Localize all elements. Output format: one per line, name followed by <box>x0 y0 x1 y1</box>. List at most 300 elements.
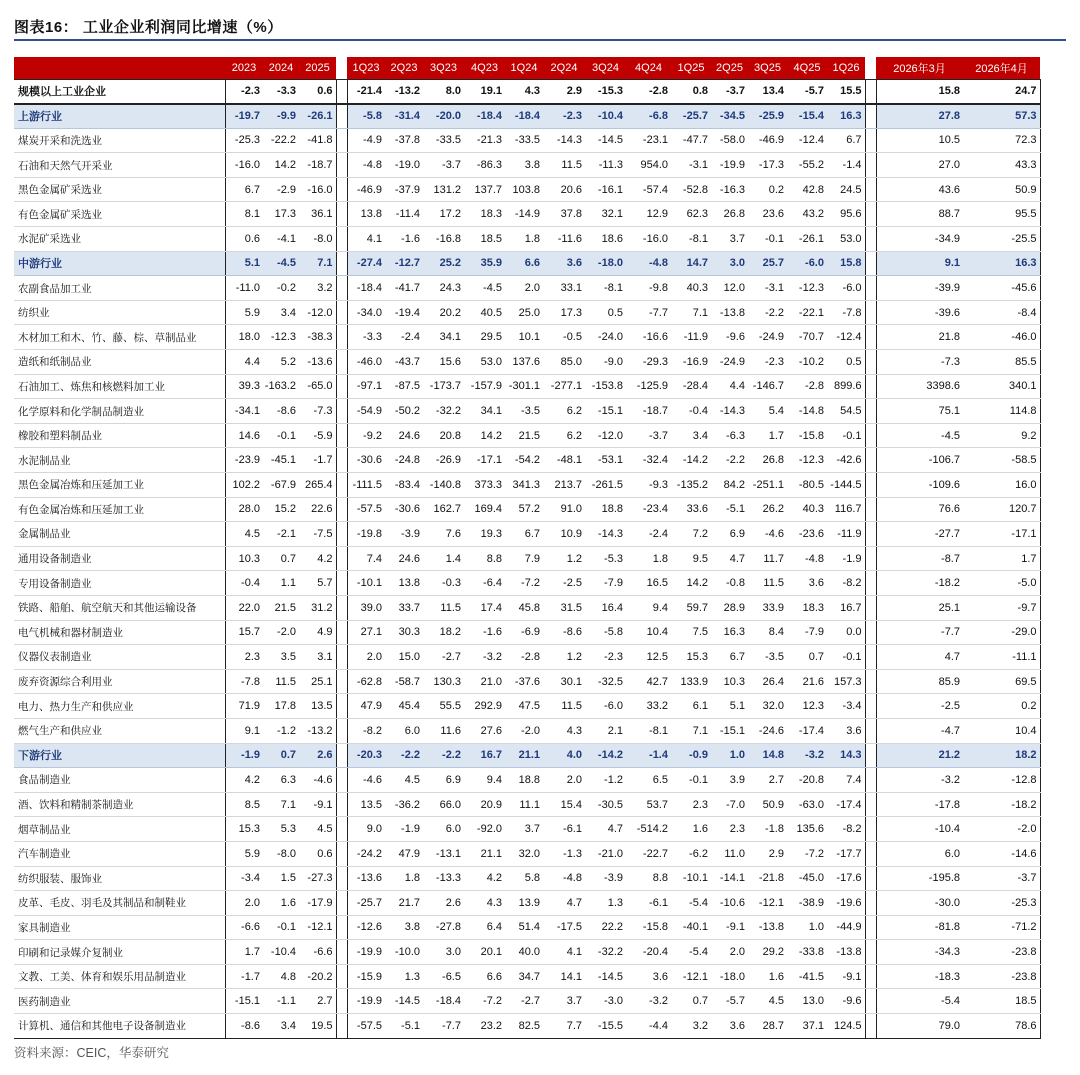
year-value-cell: -3.4 <box>225 866 263 891</box>
year-value-cell: 6.3 <box>263 768 299 793</box>
quarter-value-cell: 0.7 <box>671 989 711 1014</box>
quarter-value-cell: -3.1 <box>748 276 787 301</box>
gap-cell <box>865 104 876 129</box>
month-value-cell: -18.2 <box>876 571 963 596</box>
month-value-cell: -58.5 <box>963 448 1040 473</box>
quarter-value-cell: -17.4 <box>787 718 827 743</box>
quarter-value-cell: 1.3 <box>585 891 626 916</box>
gap-cell <box>336 964 347 989</box>
month-value-cell: 88.7 <box>876 202 963 227</box>
quarter-value-cell: 2.0 <box>347 645 385 670</box>
gap-cell <box>336 325 347 350</box>
year-value-cell: 21.5 <box>263 595 299 620</box>
quarter-value-cell: 6.7 <box>711 645 748 670</box>
quarter-value-cell: 2.3 <box>711 817 748 842</box>
year-header: 2024 <box>263 57 299 79</box>
quarter-value-cell: 9.4 <box>626 595 671 620</box>
year-value-cell: 1.7 <box>225 940 263 965</box>
quarter-value-cell: -3.2 <box>626 989 671 1014</box>
year-value-cell: -1.9 <box>225 743 263 768</box>
gap-cell <box>865 743 876 768</box>
quarter-value-cell: -2.8 <box>505 645 543 670</box>
quarter-value-cell: 3.0 <box>711 251 748 276</box>
quarter-value-cell: 9.0 <box>347 817 385 842</box>
month-value-cell: 120.7 <box>963 497 1040 522</box>
quarter-value-cell: -153.8 <box>585 374 626 399</box>
quarter-value-cell: -3.3 <box>347 325 385 350</box>
quarter-value-cell: -2.2 <box>423 743 464 768</box>
month-value-cell: -2.0 <box>963 817 1040 842</box>
quarter-value-cell: -37.6 <box>505 669 543 694</box>
quarter-value-cell: 43.2 <box>787 202 827 227</box>
quarter-value-cell: 6.0 <box>423 817 464 842</box>
quarter-value-cell: -50.2 <box>385 399 423 424</box>
quarter-value-cell: 23.2 <box>464 1014 505 1039</box>
quarter-value-cell: 7.4 <box>827 768 865 793</box>
quarter-value-cell: 15.6 <box>423 350 464 375</box>
quarter-value-cell: -4.9 <box>347 128 385 153</box>
month-value-cell: -39.6 <box>876 300 963 325</box>
month-value-cell: 85.9 <box>876 669 963 694</box>
quarter-value-cell: -4.6 <box>347 768 385 793</box>
quarter-value-cell: 18.3 <box>464 202 505 227</box>
quarter-value-cell: -6.2 <box>671 841 711 866</box>
industry-label: 皮革、毛皮、羽毛及其制品和制鞋业 <box>14 891 225 916</box>
quarter-value-cell: 34.1 <box>464 399 505 424</box>
quarter-value-cell: 34.1 <box>423 325 464 350</box>
month-value-cell: -81.8 <box>876 915 963 940</box>
table-row <box>14 153 1040 178</box>
industry-label: 电力、热力生产和供应业 <box>14 694 225 719</box>
year-value-cell: -12.3 <box>263 325 299 350</box>
quarter-value-cell: 137.7 <box>464 177 505 202</box>
quarter-value-cell: -7.7 <box>423 1014 464 1039</box>
year-value-cell: -38.3 <box>299 325 336 350</box>
quarter-value-cell: 17.3 <box>543 300 585 325</box>
quarter-value-cell: 7.7 <box>543 1014 585 1039</box>
quarter-value-cell: -26.9 <box>423 448 464 473</box>
quarter-value-cell: -92.0 <box>464 817 505 842</box>
quarter-value-cell: 14.3 <box>827 743 865 768</box>
quarter-value-cell: 14.8 <box>748 743 787 768</box>
quarter-value-cell: 95.6 <box>827 202 865 227</box>
quarter-value-cell: 6.7 <box>505 522 543 547</box>
quarter-value-cell: -34.0 <box>347 300 385 325</box>
quarter-value-cell: -3.7 <box>711 79 748 104</box>
year-value-cell: 10.3 <box>225 546 263 571</box>
quarter-value-cell: -30.6 <box>385 497 423 522</box>
month-value-cell: -10.4 <box>876 817 963 842</box>
gap-cell <box>336 595 347 620</box>
quarter-value-cell: 954.0 <box>626 153 671 178</box>
quarter-value-cell: 0.8 <box>671 79 711 104</box>
industry-label: 黑色金属冶炼和压延加工业 <box>14 473 225 498</box>
quarter-value-cell: 2.1 <box>585 718 626 743</box>
table-row <box>14 177 1040 202</box>
quarter-value-cell: -8.1 <box>671 227 711 252</box>
quarter-value-cell: 26.8 <box>748 448 787 473</box>
quarter-value-cell: 20.1 <box>464 940 505 965</box>
quarter-value-cell: -125.9 <box>626 374 671 399</box>
month-value-cell: -4.5 <box>876 423 963 448</box>
quarter-value-cell: 7.9 <box>505 546 543 571</box>
month-header: 2026年4月 <box>963 57 1040 79</box>
quarter-value-cell: 47.9 <box>347 694 385 719</box>
quarter-value-cell: -8.2 <box>827 817 865 842</box>
quarter-value-cell: -2.5 <box>543 571 585 596</box>
quarter-value-cell: -1.3 <box>543 841 585 866</box>
quarter-value-cell: 19.3 <box>464 522 505 547</box>
quarter-value-cell: -135.2 <box>671 473 711 498</box>
quarter-value-cell: -29.3 <box>626 350 671 375</box>
gap-cell <box>336 522 347 547</box>
month-value-cell: -5.4 <box>876 989 963 1014</box>
gap-cell <box>336 645 347 670</box>
quarter-value-cell: 20.9 <box>464 792 505 817</box>
quarter-value-cell: -36.2 <box>385 792 423 817</box>
gap-cell <box>336 177 347 202</box>
quarter-value-cell: -18.4 <box>347 276 385 301</box>
month-value-cell: -30.0 <box>876 891 963 916</box>
quarter-value-cell: 17.4 <box>464 595 505 620</box>
quarter-value-cell: -86.3 <box>464 153 505 178</box>
quarter-value-cell: -14.8 <box>787 399 827 424</box>
quarter-value-cell: -14.2 <box>671 448 711 473</box>
quarter-value-cell: -13.2 <box>385 79 423 104</box>
month-value-cell: -25.5 <box>963 227 1040 252</box>
quarter-value-cell: -24.0 <box>585 325 626 350</box>
quarter-value-cell: 18.5 <box>464 227 505 252</box>
quarter-value-cell: -15.8 <box>787 423 827 448</box>
quarter-value-cell: -2.8 <box>626 79 671 104</box>
quarter-value-cell: 15.0 <box>385 645 423 670</box>
quarter-value-cell: 20.2 <box>423 300 464 325</box>
quarter-value-cell: -70.7 <box>787 325 827 350</box>
gap-cell <box>336 915 347 940</box>
quarter-value-cell: 4.3 <box>543 718 585 743</box>
month-value-cell: 24.7 <box>963 79 1040 104</box>
gap-cell <box>336 891 347 916</box>
quarter-value-cell: 0.2 <box>748 177 787 202</box>
quarter-value-cell: 91.0 <box>543 497 585 522</box>
year-value-cell: -2.3 <box>225 79 263 104</box>
month-value-cell: -34.9 <box>876 227 963 252</box>
industry-label: 有色金属矿采选业 <box>14 202 225 227</box>
quarter-value-cell: -15.1 <box>711 718 748 743</box>
gap-cell <box>865 792 876 817</box>
gap-cell <box>336 300 347 325</box>
industry-label: 石油加工、炼焦和核燃料加工业 <box>14 374 225 399</box>
quarter-value-cell: -12.3 <box>787 276 827 301</box>
quarter-value-cell: 10.9 <box>543 522 585 547</box>
year-value-cell: 0.6 <box>299 841 336 866</box>
quarter-value-cell: -3.9 <box>385 522 423 547</box>
quarter-value-cell: 11.5 <box>543 694 585 719</box>
month-value-cell: 340.1 <box>963 374 1040 399</box>
gap-cell <box>336 669 347 694</box>
table-row <box>14 325 1040 350</box>
quarter-value-cell: -1.4 <box>626 743 671 768</box>
quarter-value-cell: 15.4 <box>543 792 585 817</box>
quarter-value-cell: -54.2 <box>505 448 543 473</box>
quarter-value-cell: 11.6 <box>423 718 464 743</box>
year-value-cell: -25.3 <box>225 128 263 153</box>
quarter-value-cell: -16.6 <box>626 325 671 350</box>
industry-label: 烟草制品业 <box>14 817 225 842</box>
industry-label: 纺织服装、服饰业 <box>14 866 225 891</box>
quarter-value-cell: -4.8 <box>787 546 827 571</box>
quarter-value-cell: -19.6 <box>827 891 865 916</box>
quarter-value-cell: -14.5 <box>585 964 626 989</box>
quarter-value-cell: -13.8 <box>827 940 865 965</box>
quarter-value-cell: 27.1 <box>347 620 385 645</box>
quarter-value-cell: 47.5 <box>505 694 543 719</box>
year-value-cell: 22.6 <box>299 497 336 522</box>
quarter-header: 3Q24 <box>585 57 626 79</box>
quarter-value-cell: -261.5 <box>585 473 626 498</box>
quarter-value-cell: 12.0 <box>711 276 748 301</box>
quarter-value-cell: 133.9 <box>671 669 711 694</box>
industry-label: 水泥矿采选业 <box>14 227 225 252</box>
section-row <box>14 743 1040 768</box>
gap-cell <box>336 374 347 399</box>
quarter-value-cell: 2.0 <box>543 768 585 793</box>
industry-label: 专用设备制造业 <box>14 571 225 596</box>
quarter-value-cell: 4.7 <box>543 891 585 916</box>
quarter-value-cell: -30.6 <box>347 448 385 473</box>
gap-cell <box>336 792 347 817</box>
quarter-value-cell: -18.4 <box>505 104 543 129</box>
quarter-value-cell: -301.1 <box>505 374 543 399</box>
quarter-value-cell: 5.4 <box>748 399 787 424</box>
quarter-value-cell: -3.0 <box>585 989 626 1014</box>
quarter-value-cell: -13.8 <box>711 300 748 325</box>
year-value-cell: 3.5 <box>263 645 299 670</box>
quarter-value-cell: 40.0 <box>505 940 543 965</box>
quarter-value-cell: -20.8 <box>787 768 827 793</box>
quarter-value-cell: 16.5 <box>626 571 671 596</box>
year-value-cell: 25.1 <box>299 669 336 694</box>
quarter-value-cell: -16.1 <box>585 177 626 202</box>
quarter-value-cell: -42.6 <box>827 448 865 473</box>
header-gap <box>865 57 876 79</box>
quarter-value-cell: 33.1 <box>543 276 585 301</box>
quarter-value-cell: -5.1 <box>385 1014 423 1039</box>
quarter-value-cell: -24.2 <box>347 841 385 866</box>
table-row <box>14 595 1040 620</box>
quarter-value-cell: -2.3 <box>543 104 585 129</box>
quarter-value-cell: -22.1 <box>787 300 827 325</box>
quarter-value-cell: 27.6 <box>464 718 505 743</box>
table-row <box>14 546 1040 571</box>
year-value-cell: 3.4 <box>263 1014 299 1039</box>
quarter-value-cell: -7.2 <box>787 841 827 866</box>
quarter-value-cell: 25.2 <box>423 251 464 276</box>
quarter-value-cell: -14.5 <box>385 989 423 1014</box>
year-value-cell: -163.2 <box>263 374 299 399</box>
year-value-cell: -16.0 <box>299 177 336 202</box>
quarter-value-cell: -2.3 <box>585 645 626 670</box>
quarter-value-cell: -9.2 <box>347 423 385 448</box>
quarter-value-cell: 1.7 <box>748 423 787 448</box>
quarter-value-cell: 23.6 <box>748 202 787 227</box>
quarter-value-cell: -33.5 <box>505 128 543 153</box>
year-value-cell: 9.1 <box>225 718 263 743</box>
month-value-cell: -25.3 <box>963 891 1040 916</box>
year-value-cell: 2.6 <box>299 743 336 768</box>
gap-cell <box>865 153 876 178</box>
year-value-cell: 265.4 <box>299 473 336 498</box>
quarter-value-cell: 6.7 <box>827 128 865 153</box>
year-value-cell: -11.0 <box>225 276 263 301</box>
quarter-value-cell: 6.9 <box>711 522 748 547</box>
year-value-cell: 4.5 <box>225 522 263 547</box>
quarter-value-cell: -140.8 <box>423 473 464 498</box>
month-value-cell: 21.8 <box>876 325 963 350</box>
quarter-value-cell: 7.2 <box>671 522 711 547</box>
gap-cell <box>336 448 347 473</box>
quarter-value-cell: 30.1 <box>543 669 585 694</box>
quarter-value-cell: -6.1 <box>543 817 585 842</box>
year-value-cell: 36.1 <box>299 202 336 227</box>
gap-cell <box>865 202 876 227</box>
industry-label: 化学原料和化学制品制造业 <box>14 399 225 424</box>
quarter-value-cell: 1.0 <box>787 915 827 940</box>
table-row <box>14 891 1040 916</box>
quarter-value-cell: 53.0 <box>827 227 865 252</box>
month-value-cell: -195.8 <box>876 866 963 891</box>
quarter-value-cell: 8.0 <box>423 79 464 104</box>
gap-cell <box>865 718 876 743</box>
year-value-cell: -34.1 <box>225 399 263 424</box>
gap-cell <box>336 276 347 301</box>
year-value-cell: -65.0 <box>299 374 336 399</box>
quarter-value-cell: -9.3 <box>626 473 671 498</box>
quarter-value-cell: -0.5 <box>543 325 585 350</box>
quarter-value-cell: 4.4 <box>711 374 748 399</box>
quarter-value-cell: -7.0 <box>711 792 748 817</box>
quarter-value-cell: -6.0 <box>827 276 865 301</box>
quarter-value-cell: 40.3 <box>787 497 827 522</box>
quarter-value-cell: -11.6 <box>543 227 585 252</box>
year-value-cell: 71.9 <box>225 694 263 719</box>
quarter-value-cell: 2.0 <box>505 276 543 301</box>
industry-label: 木材加工和木、竹、藤、棕、草制品业 <box>14 325 225 350</box>
quarter-value-cell: 1.0 <box>711 743 748 768</box>
quarter-value-cell: 137.6 <box>505 350 543 375</box>
quarter-value-cell: -2.4 <box>626 522 671 547</box>
quarter-value-cell: -277.1 <box>543 374 585 399</box>
year-value-cell: -1.1 <box>263 989 299 1014</box>
quarter-value-cell: -55.2 <box>787 153 827 178</box>
quarter-value-cell: 14.2 <box>671 571 711 596</box>
gap-cell <box>336 546 347 571</box>
quarter-value-cell: -46.0 <box>347 350 385 375</box>
gap-cell <box>865 497 876 522</box>
year-value-cell: -8.6 <box>263 399 299 424</box>
gap-cell <box>865 473 876 498</box>
quarter-value-cell: 45.4 <box>385 694 423 719</box>
month-value-cell: -18.2 <box>963 792 1040 817</box>
quarter-value-cell: 6.2 <box>543 423 585 448</box>
quarter-header: 1Q23 <box>347 57 385 79</box>
month-value-cell: 75.1 <box>876 399 963 424</box>
quarter-value-cell: 4.1 <box>543 940 585 965</box>
month-value-cell: 43.6 <box>876 177 963 202</box>
month-value-cell: 9.2 <box>963 423 1040 448</box>
year-value-cell: -4.5 <box>263 251 299 276</box>
quarter-value-cell: -5.3 <box>585 546 626 571</box>
quarter-value-cell: -6.8 <box>626 104 671 129</box>
quarter-value-cell: -32.4 <box>626 448 671 473</box>
quarter-value-cell: 33.6 <box>671 497 711 522</box>
gap-cell <box>865 694 876 719</box>
quarter-value-cell: -33.5 <box>423 128 464 153</box>
gap-cell <box>336 399 347 424</box>
gap-cell <box>336 841 347 866</box>
table-row <box>14 940 1040 965</box>
year-header: 2023 <box>225 57 263 79</box>
quarter-value-cell: 16.7 <box>464 743 505 768</box>
industry-label: 通用设备制造业 <box>14 546 225 571</box>
table-row <box>14 841 1040 866</box>
quarter-value-cell: -15.5 <box>585 1014 626 1039</box>
quarter-value-cell: 6.6 <box>505 251 543 276</box>
industry-label: 食品制造业 <box>14 768 225 793</box>
quarter-value-cell: 21.0 <box>464 669 505 694</box>
month-value-cell: -17.1 <box>963 522 1040 547</box>
quarter-value-cell: -173.7 <box>423 374 464 399</box>
quarter-value-cell: 0.7 <box>787 645 827 670</box>
quarter-value-cell: -12.7 <box>385 251 423 276</box>
quarter-value-cell: 7.1 <box>671 300 711 325</box>
quarter-value-cell: -157.9 <box>464 374 505 399</box>
industry-label: 废弃资源综合利用业 <box>14 669 225 694</box>
table-row <box>14 694 1040 719</box>
month-value-cell: -34.3 <box>876 940 963 965</box>
quarter-value-cell: -32.2 <box>423 399 464 424</box>
year-value-cell: 18.0 <box>225 325 263 350</box>
quarter-value-cell: -20.0 <box>423 104 464 129</box>
table-row <box>14 128 1040 153</box>
industry-label: 纺织业 <box>14 300 225 325</box>
quarter-value-cell: 32.1 <box>585 202 626 227</box>
gap-cell <box>865 817 876 842</box>
quarter-value-cell: -23.1 <box>626 128 671 153</box>
quarter-value-cell: -32.2 <box>585 940 626 965</box>
quarter-value-cell: 47.9 <box>385 841 423 866</box>
quarter-value-cell: -25.9 <box>748 104 787 129</box>
table-row <box>14 473 1040 498</box>
year-value-cell: 14.2 <box>263 153 299 178</box>
quarter-value-cell: -4.6 <box>748 522 787 547</box>
quarter-value-cell: -10.1 <box>347 571 385 596</box>
quarter-value-cell: -15.3 <box>585 79 626 104</box>
quarter-value-cell: -4.4 <box>626 1014 671 1039</box>
quarter-value-cell: -7.8 <box>827 300 865 325</box>
year-value-cell: 7.1 <box>263 792 299 817</box>
gap-cell <box>865 768 876 793</box>
quarter-value-cell: -10.4 <box>585 104 626 129</box>
quarter-value-cell: 213.7 <box>543 473 585 498</box>
quarter-value-cell: -2.2 <box>385 743 423 768</box>
quarter-value-cell: 16.3 <box>827 104 865 129</box>
gap-cell <box>865 1014 876 1039</box>
year-value-cell: -27.3 <box>299 866 336 891</box>
quarter-value-cell: -14.2 <box>585 743 626 768</box>
year-value-cell: 22.0 <box>225 595 263 620</box>
quarter-value-cell: 26.2 <box>748 497 787 522</box>
